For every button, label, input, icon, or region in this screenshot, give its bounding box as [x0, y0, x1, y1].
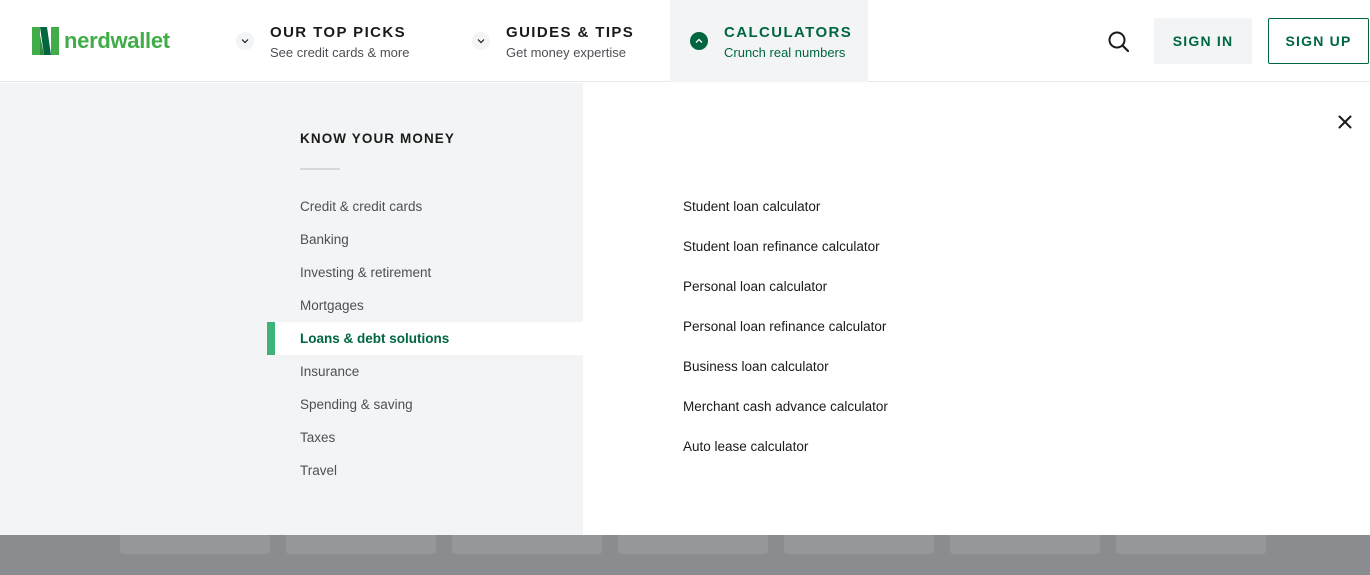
chevron-down-icon	[236, 32, 254, 50]
section-title: KNOW YOUR MONEY	[300, 131, 456, 146]
category-item[interactable]: Banking	[300, 232, 349, 247]
background-card	[120, 535, 270, 554]
background-card	[784, 535, 934, 554]
nav-our-top-picks[interactable]	[230, 0, 455, 82]
category-list	[267, 190, 583, 487]
nav-subtitle: Crunch real numbers	[724, 45, 846, 60]
chevron-down-icon	[472, 32, 490, 50]
close-icon	[1338, 115, 1352, 129]
site-header	[0, 0, 1370, 82]
calculator-link[interactable]: Merchant cash advance calculator	[683, 398, 888, 414]
category-item[interactable]: Investing & retirement	[300, 265, 432, 280]
background-card	[950, 535, 1100, 554]
calculator-link[interactable]: Student loan refinance calculator	[683, 238, 880, 254]
calculator-link[interactable]: Auto lease calculator	[683, 438, 809, 454]
section-divider	[300, 168, 340, 170]
nerdwallet-logo-icon	[32, 27, 59, 55]
category-item[interactable]: Travel	[300, 463, 338, 478]
category-item[interactable]: Mortgages	[300, 298, 364, 313]
calculator-link[interactable]: Personal loan calculator	[683, 278, 828, 294]
category-item[interactable]: Insurance	[300, 364, 360, 379]
nav-calculators[interactable]	[670, 0, 868, 82]
nav-subtitle: Get money expertise	[506, 45, 626, 60]
chevron-up-icon	[690, 32, 708, 50]
sign-in-button[interactable]: SIGN IN	[1154, 18, 1252, 64]
search-button[interactable]	[1106, 29, 1132, 55]
calculator-link[interactable]: Business loan calculator	[683, 358, 829, 374]
nerdwallet-logo[interactable]	[32, 27, 170, 55]
category-item[interactable]: Credit & credit cards	[300, 199, 423, 214]
category-item[interactable]: Spending & saving	[300, 397, 413, 412]
nav-title: GUIDES & TIPS	[506, 24, 635, 41]
calculator-list	[683, 186, 888, 466]
close-menu-button[interactable]	[1335, 112, 1355, 132]
background-card	[452, 535, 602, 554]
category-item[interactable]: Taxes	[300, 430, 336, 445]
nav-subtitle: See credit cards & more	[270, 45, 410, 60]
background-card	[286, 535, 436, 554]
nav-guides-tips[interactable]	[466, 0, 656, 82]
nav-title: OUR TOP PICKS	[270, 24, 407, 41]
sign-up-button[interactable]: SIGN UP	[1268, 18, 1369, 64]
category-item-active[interactable]: Loans & debt solutions	[267, 322, 583, 355]
brand-name: nerdwallet	[64, 28, 170, 53]
nav-title: CALCULATORS	[724, 24, 853, 41]
calculator-link[interactable]: Student loan calculator	[683, 198, 821, 214]
background-card	[1116, 535, 1266, 554]
calculator-link[interactable]: Personal loan refinance calculator	[683, 318, 887, 334]
search-icon	[1106, 29, 1132, 55]
background-card	[618, 535, 768, 554]
